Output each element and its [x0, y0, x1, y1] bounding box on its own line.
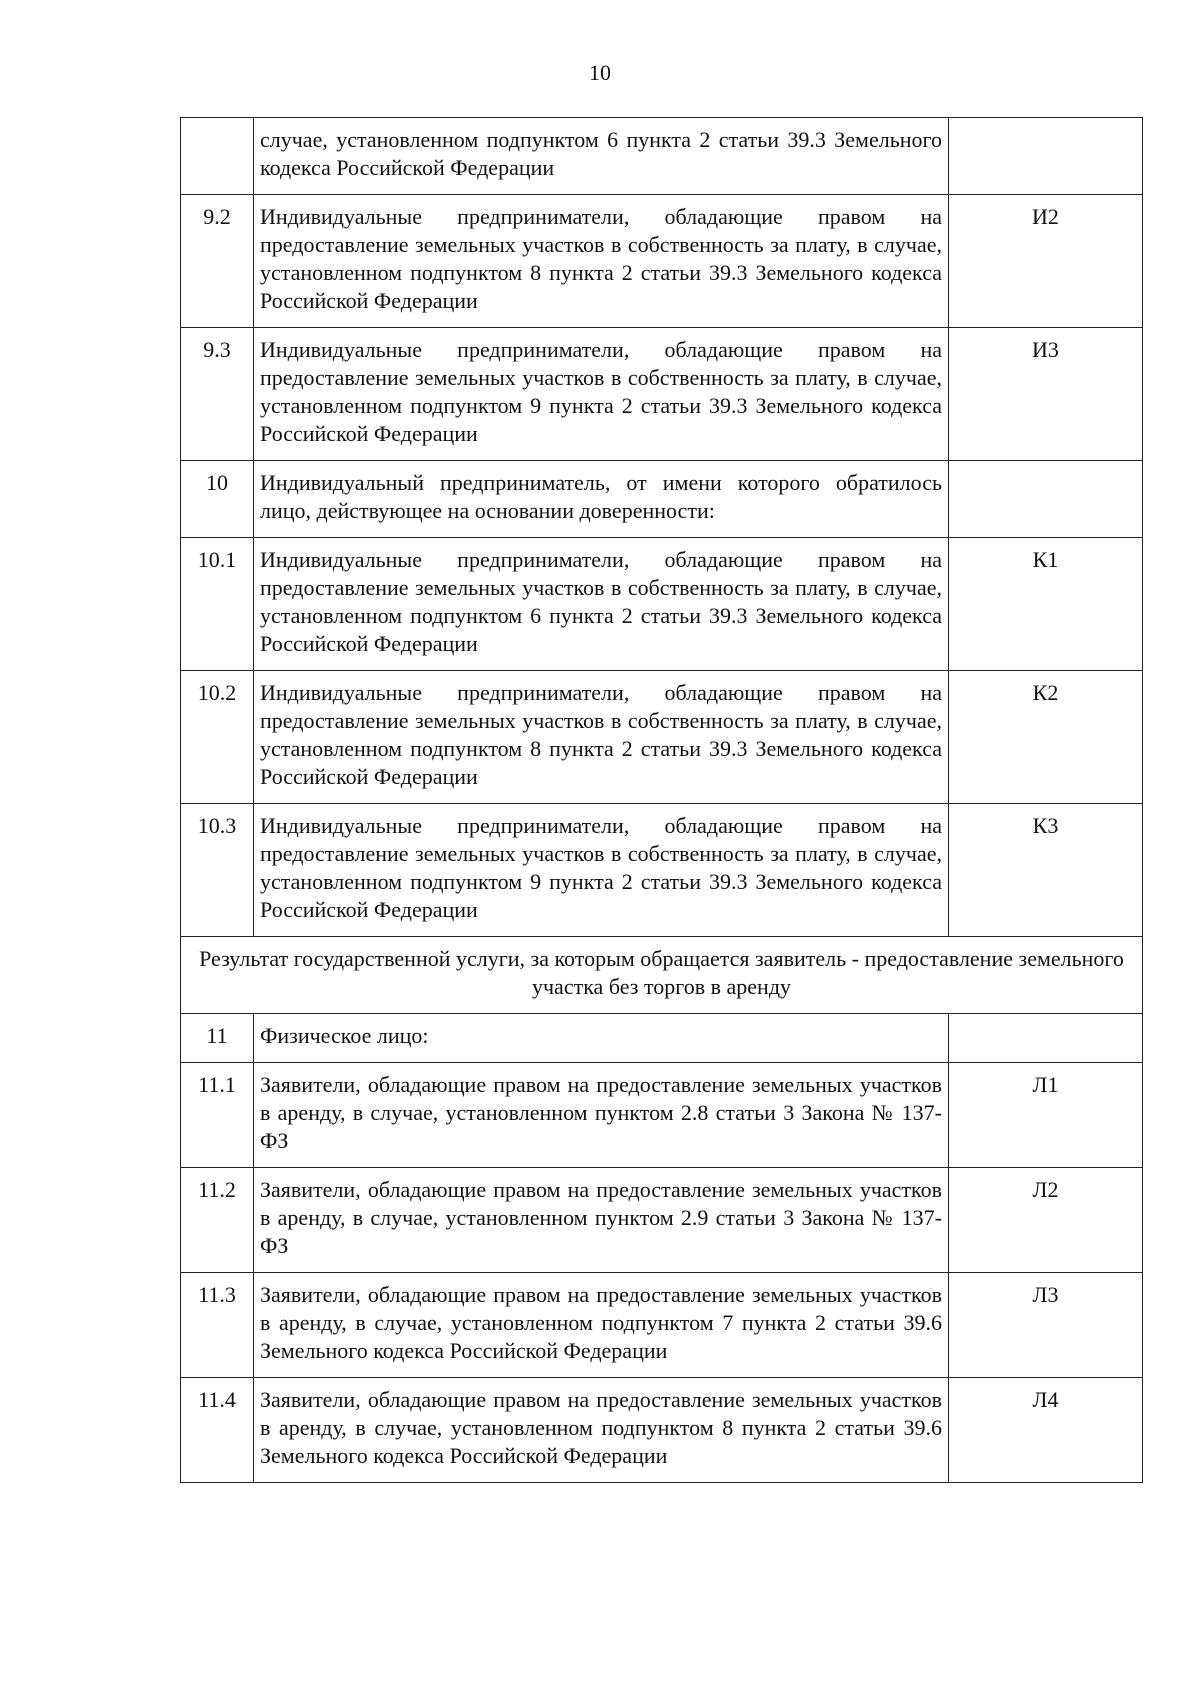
row-description: Индивидуальные предприниматели, обладающие правом на предоставление земельных участков в собственность за плату, в случае, установленном подпунктом 9 пункта 2 статьи 39.3 Земельного кодекса Российской Федерации — [254, 328, 949, 461]
table-row — [181, 461, 1143, 538]
row-number: 11.4 — [181, 1378, 254, 1483]
section-heading: Результат государственной услуги, за которым обращается заявитель - предоставление земельного участка без торгов в аренду — [181, 937, 1143, 1014]
row-code — [949, 461, 1143, 538]
page-number: 10 — [589, 60, 611, 85]
row-number: 11.2 — [181, 1168, 254, 1273]
row-code: Л3 — [949, 1273, 1143, 1378]
row-description: Индивидуальные предприниматели, обладающие правом на предоставление земельных участков в собственность за плату, в случае, установленном подпунктом 8 пункта 2 статьи 39.3 Земельного кодекса Российской Федерации — [254, 195, 949, 328]
row-code: Л4 — [949, 1378, 1143, 1483]
row-number: 11.3 — [181, 1273, 254, 1378]
row-number: 11.1 — [181, 1063, 254, 1168]
table-row — [181, 1168, 1143, 1273]
row-code — [949, 1014, 1143, 1063]
table-row — [181, 1014, 1143, 1063]
row-code: И2 — [949, 195, 1143, 328]
row-number: 11 — [181, 1014, 254, 1063]
row-description: Заявители, обладающие правом на предоставление земельных участков в аренду, в случае, установленном пунктом 2.8 статьи 3 Закона № 137-ФЗ — [254, 1063, 949, 1168]
row-number: 10.3 — [181, 804, 254, 937]
row-number: 10.1 — [181, 538, 254, 671]
row-description: Индивидуальные предприниматели, обладающие правом на предоставление земельных участков в собственность за плату, в случае, установленном подпунктом 8 пункта 2 статьи 39.3 Земельного кодекса Российской Федерации — [254, 671, 949, 804]
row-number: 9.3 — [181, 328, 254, 461]
row-code: И3 — [949, 328, 1143, 461]
row-code: К1 — [949, 538, 1143, 671]
row-description: Заявители, обладающие правом на предоставление земельных участков в аренду, в случае, установленном подпунктом 8 пункта 2 статьи 39.6 Земельного кодекса Российской Федерации — [254, 1378, 949, 1483]
row-code: К2 — [949, 671, 1143, 804]
row-description: Индивидуальный предприниматель, от имени которого обратилось лицо, действующее на основании доверенности: — [254, 461, 949, 538]
row-description: Заявители, обладающие правом на предоставление земельных участков в аренду, в случае, установленном пунктом 2.9 статьи 3 Закона № 137-ФЗ — [254, 1168, 949, 1273]
row-number: 10 — [181, 461, 254, 538]
section-header-row — [181, 937, 1143, 1014]
row-description: Индивидуальные предприниматели, обладающие правом на предоставление земельных участков в собственность за плату, в случае, установленном подпунктом 6 пункта 2 статьи 39.3 Земельного кодекса Российской Федерации — [254, 538, 949, 671]
table-row — [181, 1273, 1143, 1378]
row-number: 9.2 — [181, 195, 254, 328]
row-number — [181, 118, 254, 195]
table-row — [181, 1378, 1143, 1483]
row-description: Индивидуальные предприниматели, обладающие правом на предоставление земельных участков в собственность за плату, в случае, установленном подпунктом 9 пункта 2 статьи 39.3 Земельного кодекса Российской Федерации — [254, 804, 949, 937]
table-row — [181, 804, 1143, 937]
row-code: К3 — [949, 804, 1143, 937]
table-row — [181, 328, 1143, 461]
row-description: случае, установленном подпунктом 6 пункта 2 статьи 39.3 Земельного кодекса Российской Федерации — [254, 118, 949, 195]
row-code: Л1 — [949, 1063, 1143, 1168]
row-code — [949, 118, 1143, 195]
row-description: Физическое лицо: — [254, 1014, 949, 1063]
table-row — [181, 118, 1143, 195]
table-row — [181, 538, 1143, 671]
table-row — [181, 671, 1143, 804]
table-row — [181, 195, 1143, 328]
applicant-category-table — [180, 117, 1143, 1483]
row-description: Заявители, обладающие правом на предоставление земельных участков в аренду, в случае, установленном подпунктом 7 пункта 2 статьи 39.6 Земельного кодекса Российской Федерации — [254, 1273, 949, 1378]
row-code: Л2 — [949, 1168, 1143, 1273]
row-number: 10.2 — [181, 671, 254, 804]
table-row — [181, 1063, 1143, 1168]
